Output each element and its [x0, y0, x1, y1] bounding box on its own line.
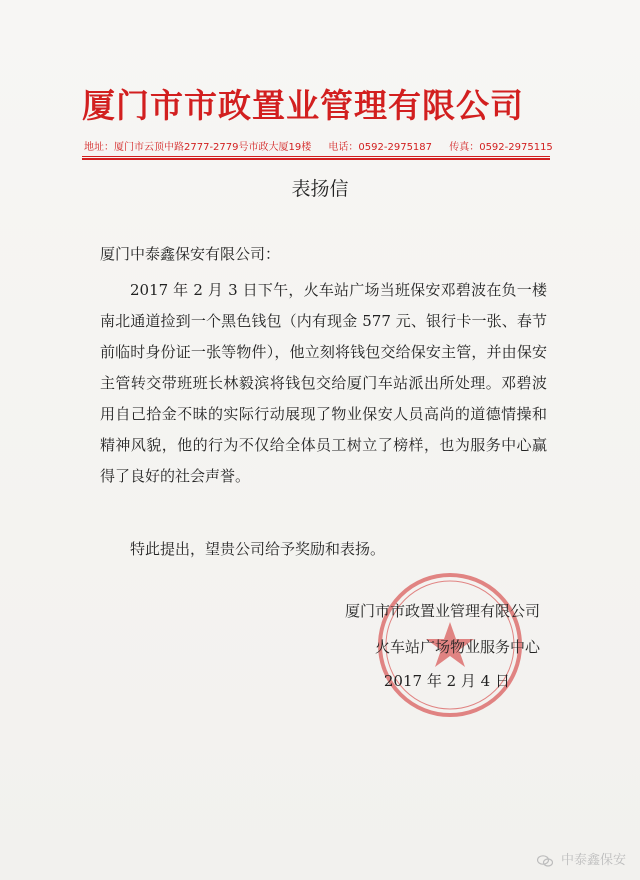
letter-closing: 特此提出，望贵公司给予奖励和表扬。 [130, 540, 386, 558]
document-title: 表扬信 [291, 178, 349, 200]
letterhead-contact-line [84, 138, 554, 153]
letterhead-divider-thick [82, 158, 550, 160]
letterhead-phone: 电话：0592-2975187 [328, 142, 433, 153]
watermark [537, 849, 626, 868]
signature-date: 2017 年 2 月 4 日 [383, 672, 510, 690]
watermark-text: 中泰鑫保安 [560, 853, 626, 868]
signature-department: 火车站广场物业服务中心 [374, 638, 540, 656]
signature-organization: 厦门市市政置业管理有限公司 [344, 602, 540, 620]
letterhead-divider-thin [82, 156, 550, 157]
letterhead-company-name: 厦门市市政置业管理有限公司 [82, 86, 524, 125]
letter-salutation: 厦门中泰鑫保安有限公司： [100, 245, 281, 263]
letterhead-address: 地址：厦门市云顶中路2777-2779号市政大厦19楼 [84, 142, 312, 153]
wechat-icon [537, 855, 553, 867]
letter-body: 2017 年 2 月 3 日下午，火车站广场当班保安邓碧波在负一楼南北通道捡到一个黑色钱包（内有现金 577 元、银行卡一张、春节前临时身份证一张等物件），他立刻将钱包交给保安主管，并由保安主管转交带班班长林毅滨将钱包交给厦门车站派出所处理。邓碧波用自己拾金不昧的实际行动展现了物业保安人员高尚的道德情操和精神风貌，他的行为不仅给全体员工树立了榜样，也为服务中心赢得了良好的社会声誉。 [100, 281, 547, 485]
letterhead-fax: 传真：0592-2975115 [449, 142, 553, 153]
